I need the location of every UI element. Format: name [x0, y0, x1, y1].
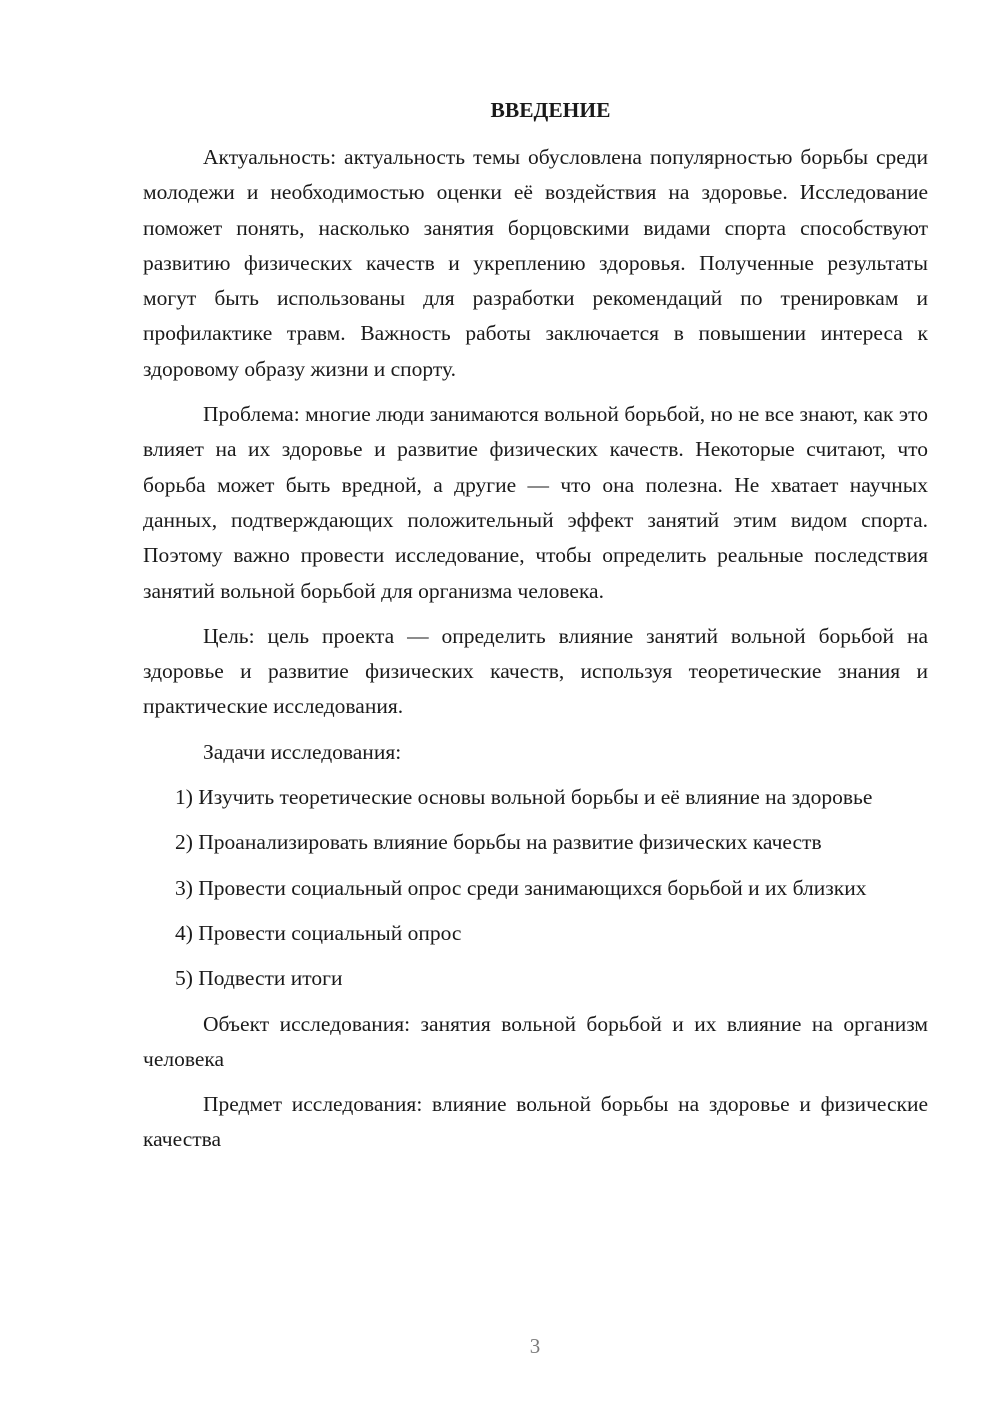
subject-paragraph: Предмет исследования: влияние вольной борьбы на здоровье и физические качества: [143, 1092, 928, 1152]
document-page: [143, 95, 928, 1168]
tasks-heading: Задачи исследования:: [203, 739, 402, 764]
task-item-3: 3) Провести социальный опрос среди занимающихся борьбой и их близких: [175, 875, 867, 900]
page-number: 3: [529, 1334, 541, 1358]
task-item-5: 5) Подвести итоги: [175, 966, 343, 991]
section-title: ВВЕДЕНИЕ: [490, 98, 611, 122]
object-paragraph: Объект исследования: занятия вольной борьбой и их влияние на организм человека: [143, 1011, 928, 1071]
task-item-2: 2) Проанализировать влияние борьбы на развитие физических качеств: [175, 830, 822, 855]
goal-paragraph: Цель: цель проекта — определить влияние занятий вольной борьбой на здоровье и развитие физических качеств, используя теоретические знания и практические исследования.: [143, 623, 928, 719]
task-item-1: 1) Изучить теоретические основы вольной борьбы и её влияние на здоровье: [175, 785, 873, 810]
relevance-paragraph: Актуальность: актуальность темы обусловлена популярностью борьбы среди молодежи и необходимостью оценки её воздействия на здоровье. Исследование поможет понять, насколько занятия борцовскими видами спорта способствуют развитию физических качеств и укреплению здоровья. Полученные результаты могут быть использованы для разработки рекомендаций по тренировкам и профилактике травм. Важность работы заключается в повышении интереса к здоровому образу жизни и спорту.: [143, 145, 928, 381]
problem-paragraph: Проблема: многие люди занимаются вольной борьбой, но не все знают, как это влияет на их здоровье и развитие физических качеств. Некоторые считают, что борьба может быть вредной, а другие — что она полезна. Не хватает научных данных, подтверждающих положительный эффект занятий этим видом спорта. Поэтому важно провести исследование, чтобы определить реальные последствия занятий вольной борьбой для организма человека.: [143, 402, 928, 603]
task-item-4: 4) Провести социальный опрос: [175, 920, 462, 945]
